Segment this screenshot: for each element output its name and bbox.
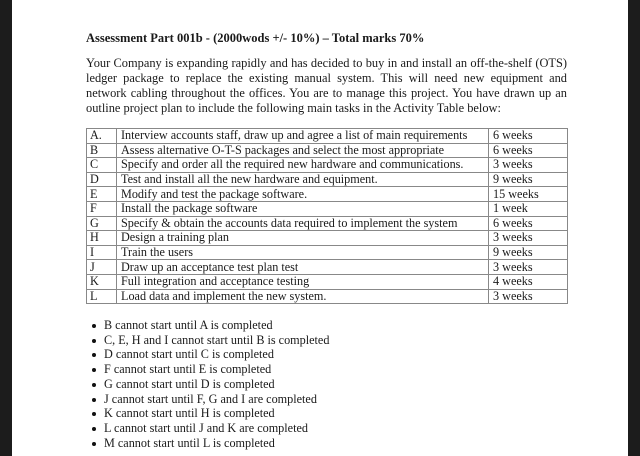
activity-task: Assess alternative O-T-S packages and select the most appropriate [117, 143, 489, 158]
activity-task: Interview accounts staff, draw up and agree a list of main requirements [117, 129, 489, 144]
activity-task: Load data and implement the new system. [117, 289, 489, 304]
activity-id: F [87, 201, 117, 216]
activity-id: L [87, 289, 117, 304]
activity-id: B [87, 143, 117, 158]
dependency-item: J cannot start until F, G and I are completed [104, 392, 329, 407]
activity-task: Design a training plan [117, 231, 489, 246]
activity-row [87, 172, 568, 187]
activity-duration: 6 weeks [489, 143, 568, 158]
activity-id: K [87, 274, 117, 289]
activity-task: Modify and test the package software. [117, 187, 489, 202]
activity-duration: 3 weeks [489, 289, 568, 304]
document-page [12, 0, 628, 456]
activity-duration: 1 week [489, 201, 568, 216]
activity-id: G [87, 216, 117, 231]
dependency-item: C, E, H and I cannot start until B is completed [104, 332, 330, 347]
dependency-item: G cannot start until D is completed [104, 377, 329, 392]
activity-task: Specify & obtain the accounts data required to implement the system [117, 216, 489, 231]
activity-task: Train the users [117, 245, 489, 260]
activity-duration: 3 weeks [489, 231, 568, 246]
activity-duration: 3 weeks [489, 260, 568, 275]
activity-row [87, 143, 568, 158]
dependency-item: K cannot start until H is completed [104, 406, 329, 421]
activity-id: D [87, 172, 117, 187]
activity-task: Draw up an acceptance test plan test [117, 260, 489, 275]
activity-row [87, 201, 568, 216]
activity-row [87, 260, 568, 275]
intro-paragraph: Your Company is expanding rapidly and has decided to buy in and install an off-the-shelf (OTS) ledger package to replace the existing manual system. This will need new equipment and network cabling throughout the offices. You are to manage this project. You have drawn up an outline project plan to include the following main tasks in the Activity Table below: [86, 56, 567, 115]
activity-task: Test and install all the new hardware and equipment. [117, 172, 489, 187]
activity-row [87, 216, 568, 231]
activity-duration: 6 weeks [489, 129, 568, 144]
activity-duration: 9 weeks [489, 245, 568, 260]
activity-id: C [87, 158, 117, 173]
activity-task: Install the package software [117, 201, 489, 216]
dependency-item: M cannot start until L is completed [104, 436, 329, 451]
activity-row [87, 158, 568, 173]
activity-duration: 3 weeks [489, 158, 568, 173]
activity-row [87, 245, 568, 260]
activity-id: H [87, 231, 117, 246]
activity-task: Full integration and acceptance testing [117, 274, 489, 289]
activity-row [87, 289, 568, 304]
dependency-item: F cannot start until E is completed [104, 362, 329, 377]
assessment-title: Assessment Part 001b - (2000wods +/- 10%) – Total marks 70% [86, 31, 425, 45]
dependency-list [86, 318, 329, 450]
activity-row [87, 129, 568, 144]
activity-row [87, 274, 568, 289]
activity-task: Specify and order all the required new hardware and communications. [117, 158, 489, 173]
dependency-item: D cannot start until C is completed [104, 347, 329, 362]
activity-row [87, 187, 568, 202]
activity-id: E [87, 187, 117, 202]
activity-duration: 6 weeks [489, 216, 568, 231]
dependency-item: L cannot start until J and K are completed [104, 421, 329, 436]
dependency-item: B cannot start until A is completed [104, 318, 329, 333]
activity-id: I [87, 245, 117, 260]
activity-duration: 4 weeks [489, 274, 568, 289]
activity-duration: 9 weeks [489, 172, 568, 187]
activity-id: A. [87, 129, 117, 144]
activity-id: J [87, 260, 117, 275]
activity-duration: 15 weeks [489, 187, 568, 202]
activity-table [86, 128, 568, 304]
activity-row [87, 231, 568, 246]
